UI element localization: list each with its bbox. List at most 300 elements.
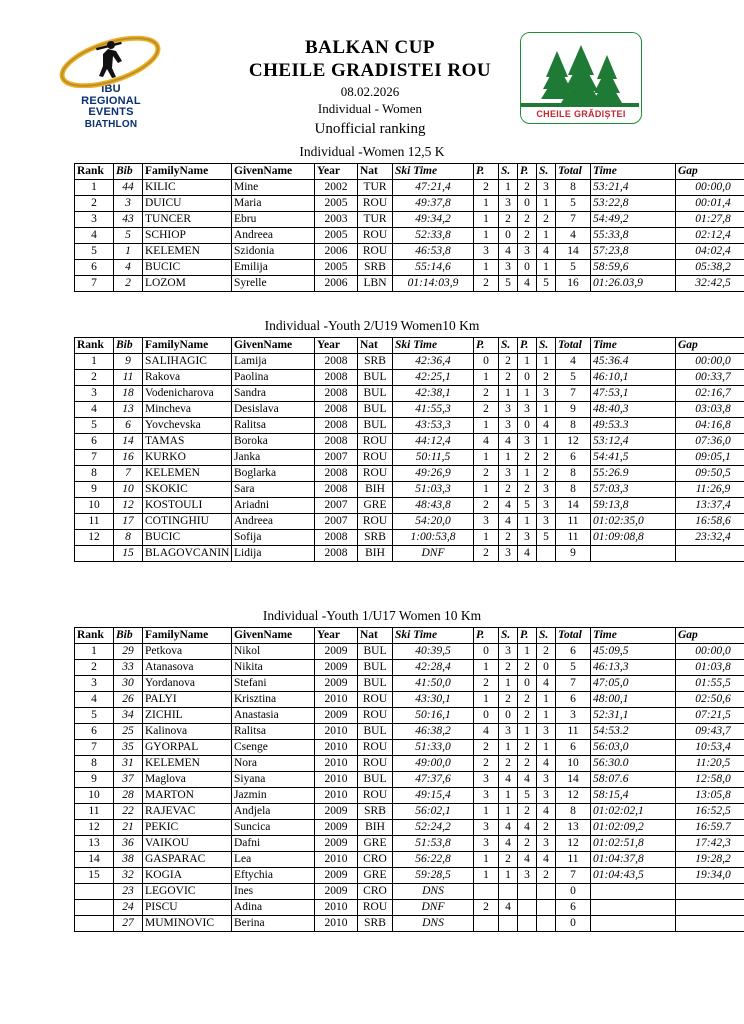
event-category: Individual - Women: [317, 101, 423, 116]
cell-rank: [75, 546, 114, 562]
cell-ski: 47:21,4: [393, 180, 474, 196]
cell-nat: BUL: [358, 644, 393, 660]
table-row: [75, 514, 744, 530]
table-row: [75, 868, 744, 884]
cell-nat: BIH: [358, 820, 393, 836]
cell-total: 5: [556, 196, 591, 212]
cell-s1: 4: [499, 244, 518, 260]
cell-time: 54:49,2: [591, 212, 676, 228]
col-familyname: FamilyName: [143, 338, 232, 354]
cell-nat: TUR: [358, 212, 393, 228]
col-p2: P.: [518, 628, 537, 644]
cell-year: 2002: [315, 180, 358, 196]
cell-p1: 2: [474, 466, 499, 482]
cell-s1: 1: [499, 868, 518, 884]
cell-family: GYORPAL: [143, 740, 232, 756]
cell-nat: BUL: [358, 418, 393, 434]
cell-total: 16: [556, 276, 591, 292]
cell-ski: 44:12,4: [393, 434, 474, 450]
cell-rank: 3: [75, 212, 114, 228]
cell-family: ZICHIL: [143, 708, 232, 724]
cell-gap: 11:26,9: [676, 482, 744, 498]
cell-s1: 1: [499, 740, 518, 756]
cell-bib: 5: [114, 228, 143, 244]
cell-s1: 3: [499, 402, 518, 418]
col-familyname: FamilyName: [143, 628, 232, 644]
col-s1: S.: [499, 628, 518, 644]
cell-given: Lea: [232, 852, 315, 868]
cell-family: GASPARAC: [143, 852, 232, 868]
cell-s2: 3: [537, 724, 556, 740]
cell-year: 2010: [315, 724, 358, 740]
cell-rank: 8: [75, 756, 114, 772]
cell-s1: 4: [499, 434, 518, 450]
cell-s2: 1: [537, 708, 556, 724]
cell-p2: 4: [518, 772, 537, 788]
cell-total: 4: [556, 228, 591, 244]
cell-ski: 51:53,8: [393, 836, 474, 852]
col-gap: Gap: [676, 164, 744, 180]
cell-nat: ROU: [358, 900, 393, 916]
cell-year: 2009: [315, 804, 358, 820]
cell-given: Szidonia: [232, 244, 315, 260]
cell-s1: 4: [499, 514, 518, 530]
cell-total: 8: [556, 466, 591, 482]
cell-s2: 4: [537, 244, 556, 260]
cell-total: 4: [556, 354, 591, 370]
cell-ski: 54:20,0: [393, 514, 474, 530]
cell-gap: 19:28,2: [676, 852, 744, 868]
cell-p1: 1: [474, 804, 499, 820]
cell-bib: 38: [114, 852, 143, 868]
cell-total: 14: [556, 772, 591, 788]
col-time: Time: [591, 628, 676, 644]
cell-year: 2009: [315, 708, 358, 724]
cell-ski: 1:00:53,8: [393, 530, 474, 546]
cell-ski: 49:26,9: [393, 466, 474, 482]
cell-gap: 16:58,6: [676, 514, 744, 530]
cell-p1: 0: [474, 644, 499, 660]
cell-gap: 13:37,4: [676, 498, 744, 514]
cell-ski: 50:16,1: [393, 708, 474, 724]
cell-ski: 42:36,4: [393, 354, 474, 370]
cell-bib: 18: [114, 386, 143, 402]
table-row: [75, 644, 744, 660]
cell-gap: 23:32,4: [676, 530, 744, 546]
col-skitime: Ski Time: [393, 164, 474, 180]
table-row: [75, 402, 744, 418]
cell-total: 9: [556, 546, 591, 562]
cell-s2: 2: [537, 466, 556, 482]
cell-time: 53:21,4: [591, 180, 676, 196]
cell-s2: [537, 546, 556, 562]
cell-family: BUCIC: [143, 260, 232, 276]
cell-p2: 3: [518, 402, 537, 418]
table-row: [75, 788, 744, 804]
cell-year: 2007: [315, 498, 358, 514]
table-header-row: [75, 164, 744, 180]
cell-rank: 1: [75, 644, 114, 660]
cell-year: 2010: [315, 772, 358, 788]
cell-gap: 05:38,2: [676, 260, 744, 276]
cell-ski: 50:11,5: [393, 450, 474, 466]
cell-time: [591, 916, 676, 932]
col-year: Year: [315, 628, 358, 644]
col-nat: Nat: [358, 338, 393, 354]
cell-family: PALYI: [143, 692, 232, 708]
cell-p1: 3: [474, 788, 499, 804]
cell-s2: 2: [537, 644, 556, 660]
cell-year: 2009: [315, 868, 358, 884]
cell-gap: 02:50,6: [676, 692, 744, 708]
cell-p1: 1: [474, 660, 499, 676]
cell-p2: 4: [518, 820, 537, 836]
cell-s1: 2: [499, 660, 518, 676]
cell-p2: 1: [518, 724, 537, 740]
cell-rank: 5: [75, 244, 114, 260]
cell-rank: 14: [75, 852, 114, 868]
table-row: [75, 772, 744, 788]
cell-total: 6: [556, 450, 591, 466]
cell-p1: 1: [474, 852, 499, 868]
cell-time: 55:33,8: [591, 228, 676, 244]
cell-p1: 1: [474, 260, 499, 276]
cell-s2: 3: [537, 180, 556, 196]
section-women-125k: [74, 144, 731, 292]
cell-year: 2008: [315, 482, 358, 498]
cell-nat: ROU: [358, 196, 393, 212]
cell-ski: 01:14:03,9: [393, 276, 474, 292]
cell-s2: 2: [537, 820, 556, 836]
cell-bib: 32: [114, 868, 143, 884]
cell-total: 8: [556, 418, 591, 434]
cell-nat: ROU: [358, 228, 393, 244]
page-header: [0, 0, 744, 137]
cell-bib: 24: [114, 900, 143, 916]
cell-s2: [537, 916, 556, 932]
cell-s2: 2: [537, 370, 556, 386]
section-youth1-u17: [74, 608, 731, 932]
cell-time: 45:09,5: [591, 644, 676, 660]
cell-total: 6: [556, 644, 591, 660]
cell-year: 2010: [315, 852, 358, 868]
cell-time: [591, 546, 676, 562]
cell-p2: 2: [518, 740, 537, 756]
cell-p1: [474, 916, 499, 932]
cell-family: Rakova: [143, 370, 232, 386]
cell-family: Maglova: [143, 772, 232, 788]
cell-family: Yovchevska: [143, 418, 232, 434]
cell-ski: DNF: [393, 900, 474, 916]
table-row: [75, 450, 744, 466]
cell-time: 52:31,1: [591, 708, 676, 724]
cell-bib: 16: [114, 450, 143, 466]
cell-p2: [518, 884, 537, 900]
cell-rank: 12: [75, 820, 114, 836]
col-p2: P.: [518, 338, 537, 354]
cell-year: 2008: [315, 434, 358, 450]
ibu-line3: EVENTS: [88, 106, 134, 118]
cell-nat: GRE: [358, 836, 393, 852]
cell-nat: ROU: [358, 756, 393, 772]
cell-total: 8: [556, 180, 591, 196]
cell-given: Nikol: [232, 644, 315, 660]
cell-s1: 3: [499, 466, 518, 482]
cell-p1: 3: [474, 772, 499, 788]
table-row: [75, 370, 744, 386]
cell-s2: 1: [537, 196, 556, 212]
cell-bib: 34: [114, 708, 143, 724]
table-head: [75, 628, 744, 644]
cell-s1: 2: [499, 370, 518, 386]
cell-p2: 2: [518, 660, 537, 676]
cell-ski: 49:37,8: [393, 196, 474, 212]
cell-year: 2010: [315, 692, 358, 708]
cell-gap: 00:00,0: [676, 180, 744, 196]
cell-family: SCHIOP: [143, 228, 232, 244]
cell-rank: 1: [75, 180, 114, 196]
table-row: [75, 804, 744, 820]
cell-year: 2010: [315, 788, 358, 804]
cell-p2: 0: [518, 370, 537, 386]
table-row: [75, 708, 744, 724]
cell-s2: [537, 900, 556, 916]
col-bib: Bib: [114, 338, 143, 354]
cell-p2: 1: [518, 514, 537, 530]
cell-bib: 36: [114, 836, 143, 852]
cell-s1: [499, 916, 518, 932]
cell-s1: 4: [499, 900, 518, 916]
cell-bib: 14: [114, 434, 143, 450]
cell-given: Siyana: [232, 772, 315, 788]
cell-family: RAJEVAC: [143, 804, 232, 820]
cell-bib: 21: [114, 820, 143, 836]
cell-ski: 48:43,8: [393, 498, 474, 514]
cell-family: PEKIC: [143, 820, 232, 836]
cell-time: 01:09:08,8: [591, 530, 676, 546]
cell-family: TAMAS: [143, 434, 232, 450]
cell-nat: BIH: [358, 482, 393, 498]
cell-s1: 1: [499, 676, 518, 692]
cell-rank: 4: [75, 692, 114, 708]
cell-p1: 1: [474, 196, 499, 212]
cell-bib: 8: [114, 530, 143, 546]
cell-bib: 29: [114, 644, 143, 660]
cell-ski: 46:38,2: [393, 724, 474, 740]
cell-rank: 2: [75, 660, 114, 676]
cell-p2: 4: [518, 852, 537, 868]
cell-nat: ROU: [358, 244, 393, 260]
cell-s1: 4: [499, 772, 518, 788]
cell-p2: 2: [518, 836, 537, 852]
cell-rank: 6: [75, 434, 114, 450]
cell-family: COTINGHIU: [143, 514, 232, 530]
table-header-row: [75, 628, 744, 644]
cell-total: 0: [556, 916, 591, 932]
col-p2: P.: [518, 164, 537, 180]
col-time: Time: [591, 164, 676, 180]
cell-p2: 2: [518, 756, 537, 772]
cell-nat: ROU: [358, 740, 393, 756]
cell-p2: 4: [518, 546, 537, 562]
cell-family: BLAGOVCANIN: [143, 546, 232, 562]
cell-family: Mincheva: [143, 402, 232, 418]
cell-rank: [75, 884, 114, 900]
col-total: Total: [556, 164, 591, 180]
table-row: [75, 276, 744, 292]
cell-gap: 19:34,0: [676, 868, 744, 884]
cell-year: 2008: [315, 418, 358, 434]
cell-total: 13: [556, 820, 591, 836]
cell-rank: 8: [75, 466, 114, 482]
cell-ski: 47:37,6: [393, 772, 474, 788]
cell-time: 48:40,3: [591, 402, 676, 418]
cell-ski: DNS: [393, 884, 474, 900]
cell-given: Boroka: [232, 434, 315, 450]
cell-p2: 0: [518, 260, 537, 276]
cell-p1: 3: [474, 820, 499, 836]
cell-rank: 13: [75, 836, 114, 852]
cell-time: 46:10,1: [591, 370, 676, 386]
cell-given: Suncica: [232, 820, 315, 836]
cell-p1: 2: [474, 740, 499, 756]
table-row: [75, 196, 744, 212]
cell-time: 56:30.0: [591, 756, 676, 772]
table-row: [75, 386, 744, 402]
cell-s1: [499, 884, 518, 900]
cell-ski: 43:30,1: [393, 692, 474, 708]
cell-rank: 9: [75, 772, 114, 788]
cell-p2: 3: [518, 530, 537, 546]
cell-year: 2007: [315, 514, 358, 530]
cell-s1: 3: [499, 196, 518, 212]
cell-rank: 4: [75, 402, 114, 418]
cell-family: Kalinova: [143, 724, 232, 740]
section-youth2-u19: [74, 318, 731, 562]
cell-family: SKOKIC: [143, 482, 232, 498]
cell-p1: 1: [474, 450, 499, 466]
cell-year: 2010: [315, 900, 358, 916]
cell-time: 53:22,8: [591, 196, 676, 212]
table-row: [75, 354, 744, 370]
cell-p1: 1: [474, 482, 499, 498]
cell-given: Nikita: [232, 660, 315, 676]
cell-p2: 1: [518, 466, 537, 482]
event-title: BALKAN CUP: [304, 37, 436, 58]
cell-rank: [75, 900, 114, 916]
cheile-gradistei-logo: [520, 32, 642, 124]
table-row: [75, 546, 744, 562]
cell-nat: GRE: [358, 498, 393, 514]
cell-total: 12: [556, 788, 591, 804]
cell-bib: 44: [114, 180, 143, 196]
cell-s1: 3: [499, 418, 518, 434]
cell-bib: 2: [114, 276, 143, 292]
ibu-line2: REGIONAL: [81, 94, 141, 107]
cell-p2: 2: [518, 180, 537, 196]
table-row: [75, 724, 744, 740]
cell-s2: 1: [537, 434, 556, 450]
section-title: Individual -Youth 1/U17 Women 10 Km: [262, 608, 482, 623]
cell-total: 11: [556, 530, 591, 546]
cell-s1: 3: [499, 546, 518, 562]
cell-s2: [537, 884, 556, 900]
cell-given: Sandra: [232, 386, 315, 402]
cell-bib: 30: [114, 676, 143, 692]
cell-p2: 5: [518, 788, 537, 804]
cell-given: Lidija: [232, 546, 315, 562]
cell-gap: 04:16,8: [676, 418, 744, 434]
col-year: Year: [315, 338, 358, 354]
cell-s2: 0: [537, 660, 556, 676]
table-row: [75, 884, 744, 900]
table-row: [75, 900, 744, 916]
table-row: [75, 692, 744, 708]
cell-gap: [676, 546, 744, 562]
cell-s2: 1: [537, 740, 556, 756]
cell-gap: 03:03,8: [676, 402, 744, 418]
cell-nat: SRB: [358, 260, 393, 276]
cell-p1: 1: [474, 692, 499, 708]
cell-ski: 42:25,1: [393, 370, 474, 386]
cell-given: Dafni: [232, 836, 315, 852]
cell-total: 5: [556, 260, 591, 276]
cell-family: KELEMEN: [143, 466, 232, 482]
cell-p1: [474, 884, 499, 900]
cell-total: 6: [556, 740, 591, 756]
cell-bib: 10: [114, 482, 143, 498]
cell-ski: 49:34,2: [393, 212, 474, 228]
cell-rank: 6: [75, 724, 114, 740]
cell-family: VAIKOU: [143, 836, 232, 852]
table-row: [75, 756, 744, 772]
cell-p1: 3: [474, 244, 499, 260]
cell-time: 01:02:51,8: [591, 836, 676, 852]
cell-p1: 2: [474, 386, 499, 402]
cell-given: Lamija: [232, 354, 315, 370]
cell-bib: 11: [114, 370, 143, 386]
table-head: [75, 338, 744, 354]
cell-rank: 5: [75, 708, 114, 724]
table-row: [75, 260, 744, 276]
cell-year: 2006: [315, 244, 358, 260]
cell-ski: 59:28,5: [393, 868, 474, 884]
cell-s1: 2: [499, 530, 518, 546]
cell-bib: 26: [114, 692, 143, 708]
cell-rank: 9: [75, 482, 114, 498]
cell-time: 47:05,0: [591, 676, 676, 692]
cell-bib: 9: [114, 354, 143, 370]
cell-ski: 56:02,1: [393, 804, 474, 820]
cell-s1: 0: [499, 228, 518, 244]
cell-given: Paolina: [232, 370, 315, 386]
cell-nat: TUR: [358, 180, 393, 196]
cell-p1: 4: [474, 434, 499, 450]
cell-family: DUICU: [143, 196, 232, 212]
cell-gap: 00:33,7: [676, 370, 744, 386]
cell-total: 7: [556, 676, 591, 692]
cell-p2: 2: [518, 228, 537, 244]
cell-gap: 02:16,7: [676, 386, 744, 402]
cell-s2: 2: [537, 868, 556, 884]
cell-nat: BIH: [358, 546, 393, 562]
cell-nat: ROU: [358, 450, 393, 466]
col-year: Year: [315, 164, 358, 180]
cell-ski: 46:53,8: [393, 244, 474, 260]
cell-year: 2007: [315, 450, 358, 466]
col-total: Total: [556, 338, 591, 354]
cell-nat: SRB: [358, 916, 393, 932]
